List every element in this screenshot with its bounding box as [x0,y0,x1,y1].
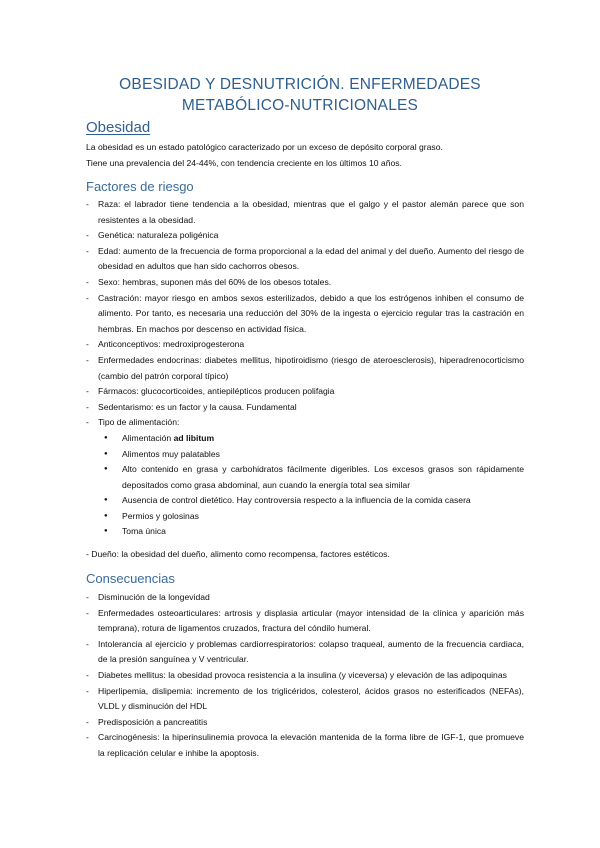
list-item: - Carcinogénesis: la hiperinsulinemia provoca la elevación mantenida de la forma libre de IGF-1, que promueve la replicación celular e inhibe la apoptosis. [86,730,524,761]
list-item-tipo-alimentacion [86,415,524,540]
list-item: - Disminución de la longevidad [86,590,524,606]
sub-list-item: ● Ausencia de control dietético. Hay controversia respecto a la influencia de la comida casera [98,493,524,509]
title-line-1: OBESIDAD Y DESNUTRICIÓN. ENFERMEDADES [119,76,481,93]
ad-libitum-bold: ad libitum [173,432,215,443]
sub-list-item: ● Alto contenido en grasa y carbohidratos fácilmente digeribles. Los excesos grasos son rápidamente depositados como grasa abdominal, aun cuando la energía total sea similar [98,462,524,493]
list-item: - Predisposición a pancreatitis [86,715,524,731]
list-item: - Raza: el labrador tiene tendencia a la obesidad, mientras que el galgo y el pastor alemán parece que son resistentes a la obesidad. [86,197,524,228]
sub-list-item: ● Permios y golosinas [98,509,524,525]
list-item: - Fármacos: glucocorticoides, antiepilépticos producen polifagia [86,384,524,400]
obesidad-definition [86,139,526,171]
section-heading-factores: Factores de riesgo [86,179,194,194]
list-item-label: Tipo de alimentación: [98,417,180,428]
list-item: - Diabetes mellitus: la obesidad provoca resistencia a la insulina (y viceversa) y elevación de las adipoquinas [86,668,524,684]
sub-list-item: ● Alimentación ad libitum [98,431,524,447]
obesidad-line-2: Tiene una prevalencia del 24-44%, con tendencia creciente en los últimos 10 años. [86,158,402,168]
list-item: - Enfermedades endocrinas: diabetes mellitus, hipotiroidismo (riesgo de ateroesclerosis), hiperadrenocorticismo (cambio del patrón corporal típico) [86,353,524,384]
alimentacion-sublist [98,431,524,540]
list-item: - Intolerancia al ejercicio y problemas cardiorrespiratorios: colapso traqueal, aumento de la frecuencia cardiaca, de la presión sanguínea y V ventricular. [86,637,524,668]
list-item: - Sedentarismo: es un factor y la causa. Fundamental [86,400,524,416]
document-title [60,74,540,116]
dueno-line: - Dueño: la obesidad del dueño, alimento como recompensa, factores estéticos. [86,549,390,559]
consecuencias-list [86,590,524,762]
title-line-2: METABÓLICO-NUTRICIONALES [181,97,419,114]
list-item: - Edad: aumento de la frecuencia de forma proporcional a la edad del animal y del dueño. Aumento del riesgo de obesidad en adultos que han sido cachorros obesos. [86,244,524,275]
section-heading-obesidad: Obesidad [86,119,151,136]
list-item: - Hiperlipemia, dislipemia: incremento de los triglicéridos, colesterol, ácidos grasos no esterificados (NEFAs), VLDL y disminución del HDL [86,684,524,715]
list-item: - Sexo: hembras, suponen más del 60% de los obesos totales. [86,275,524,291]
section-heading-consecuencias: Consecuencias [86,571,175,586]
list-item: - Genética: naturaleza poligénica [86,228,524,244]
sub-list-item: ● Toma única [98,524,524,540]
list-item: - Anticonceptivos: medroxiprogesterona [86,337,524,353]
factores-list [86,197,524,540]
list-item: - Enfermedades osteoarticulares: artrosis y displasia articular (mayor intensidad de la clínica y aparición más temprana), rotura de ligamentos cruzados, fractura del cóndilo humeral. [86,606,524,637]
sub-list-item: ● Alimentos muy palatables [98,447,524,463]
obesidad-line-1: La obesidad es un estado patológico caracterizado por un exceso de depósito corporal graso. [86,142,443,152]
list-item: - Castración: mayor riesgo en ambos sexos esterilizados, debido a que los estrógenos inhiben el consumo de alimento. Por tanto, es necesaria una reducción del 30% de la ingesta o ejercicio regular tras la castración en hembras. En machos por descenso en actividad física. [86,291,524,338]
